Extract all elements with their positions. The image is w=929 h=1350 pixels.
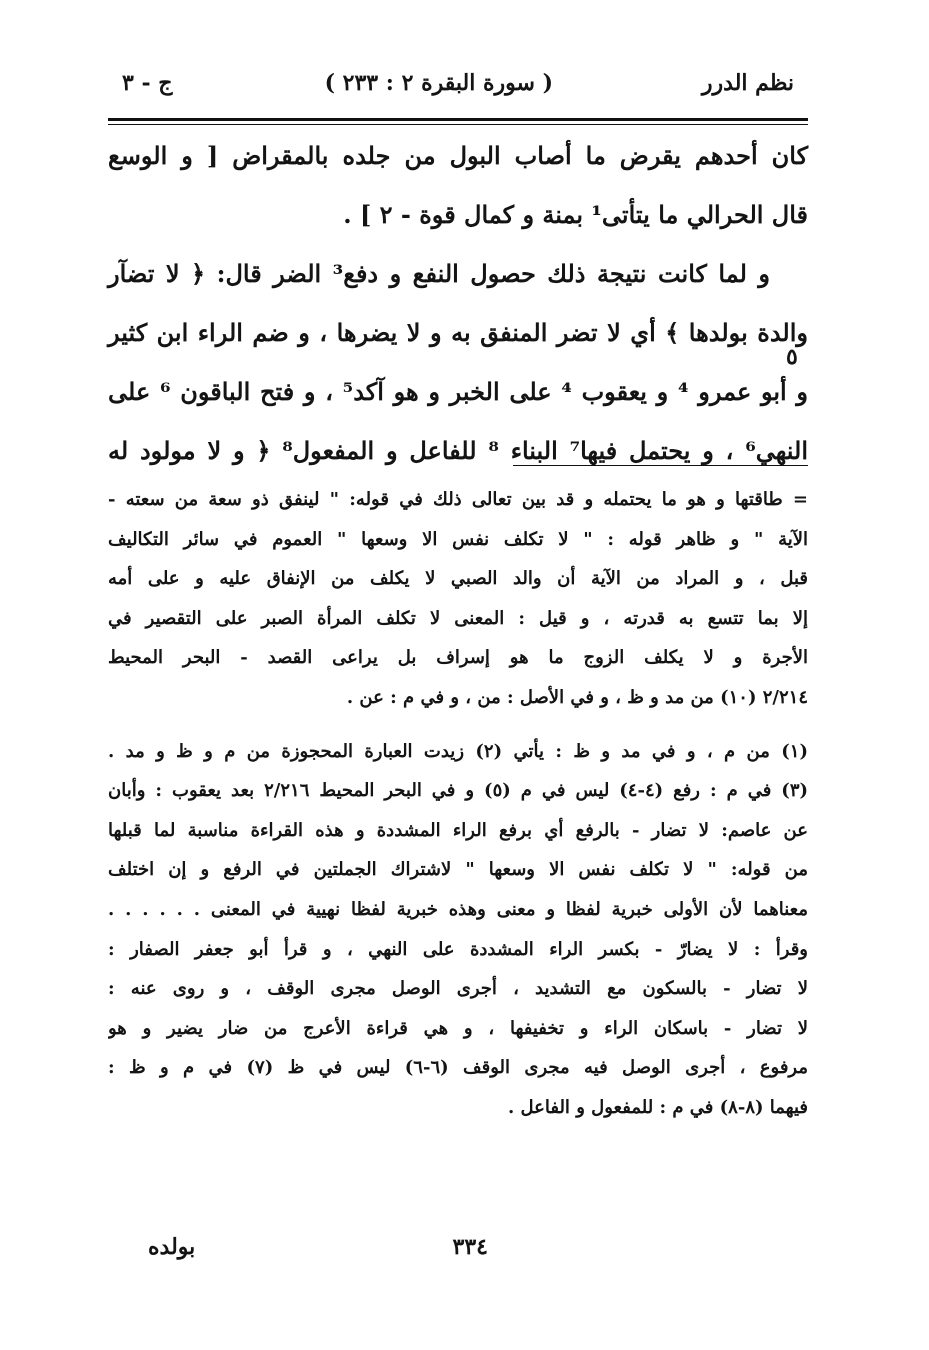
- main-text: [108, 126, 808, 480]
- apparatus-line: وقرأ : لا يضارّ - بكسر الراء المشددة على النهي ، و قرأ أبو جعفر الصفار :: [108, 938, 808, 960]
- main-line: والدة بولدها ﴾ أي لا تضر المنفق به و لا يضرها ، و ضم الراء ابن كثير: [108, 318, 808, 347]
- main-line: و أبو عمرو ⁴ و يعقوب ⁴ على الخبر و هو آكد⁵ ، و فتح الباقون ⁶ على: [108, 377, 809, 406]
- footnote-line: الآية " و ظاهر قوله : " لا تكلف نفس الا وسعها " العموم في سائر التكاليف: [108, 528, 808, 550]
- apparatus-line: معناهما لأن الأولى خبرية لفظا و معنى وهذه خبرية لفظا نهيية في المعنى . . . . . .: [108, 898, 808, 920]
- main-line: كان أحدهم يقرض ما أصاب البول من جلده بالمقراض [ و الوسع: [108, 141, 808, 170]
- footnote-line: = طاقتها و هو ما يحتمله و قد بين تعالى ذلك في قوله: " لينفق ذو سعة من سعته -: [108, 489, 808, 510]
- apparatus-line: من قوله: " لا تكلف نفس الا وسعها " لاشتراك الجملتين في الرفع و إن اختلف: [108, 859, 808, 881]
- running-header: [108, 68, 808, 108]
- footnote-line: قبل ، و المراد من الآية أن والد الصبي لا يكلف من الإنفاق عليه و على أمه: [108, 568, 808, 590]
- footnotes: [108, 480, 808, 1128]
- footnote-line: ٢/٢١٤ (١٠) من مد و ظ ، و في الأصل : من ، و في م : عن .: [346, 686, 808, 708]
- header-rule-thick: [108, 118, 808, 121]
- catchword: بولده: [148, 1234, 196, 1260]
- main-line: النهي⁶ ، و يحتمل فيها⁷ البناء ⁸ للفاعل و المفعول⁸ ﴿ و لا مولود له: [108, 436, 809, 465]
- footnote-line: الأجرة و لا يكلف الزوج ما هو إسراف بل يراعى القصد - البحر المحيط: [108, 647, 808, 669]
- apparatus-line: (١) من م ، و في مد و ظ : يأتي (٢) زيدت العبارة المحجوزة من م و ظ و مد .: [108, 740, 808, 762]
- main-line: و لما كانت نتيجة ذلك حصول النفع و دفع³ الضر قال: ﴿ لا تضآر: [108, 259, 770, 288]
- line-number-marker: ٥: [786, 344, 798, 370]
- page-number: ٣٣٤: [452, 1234, 488, 1260]
- apparatus-line: لا تضار - بالسكون مع التشديد ، أجرى الوصل مجرى الوقف ، و روى عنه :: [108, 978, 808, 1000]
- main-line: قال الحرالي ما يتأتى¹ بمنة و كمال قوة - ٢ ] .: [343, 200, 808, 229]
- header-rule-thin: [108, 124, 808, 125]
- apparatus-line: لا تضار - باسكان الراء و تخفيفها ، و هي قراءة الأعرج من ضار يضير و هو: [108, 1017, 808, 1039]
- apparatus-line: مرفوع ، أجرى الوصل فيه مجرى الوقف (٦-٦) ليس في ظ (٧) في م و ظ :: [108, 1057, 808, 1079]
- book-title: نظم الدرر: [701, 70, 794, 96]
- apparatus-line: (٣) في م : رفع (٤-٤) ليس في م (٥) و في البحر المحيط ٢/٢١٦ بعد يعقوب : وأبان: [108, 780, 808, 802]
- footnote-separator: [513, 465, 808, 466]
- page-footer: [108, 1234, 808, 1270]
- document-page: [108, 0, 808, 1350]
- surah-reference: ( سورة البقرة ٢ : ٢٣٣ ): [324, 70, 553, 96]
- footnote-line: إلا بما تتسع به قدرته ، و قيل : المعنى لا تكلف المرأة الصبر على التقصير في: [108, 607, 808, 629]
- volume-label: ج - ٣: [122, 70, 173, 96]
- apparatus-line: فيهما (٨-٨) في م : للمفعول و الفاعل .: [507, 1096, 808, 1118]
- apparatus-line: عن عاصم: لا تضار - بالرفع أي برفع الراء المشددة و هذه القراءة مناسبة لما قبلها: [108, 819, 808, 841]
